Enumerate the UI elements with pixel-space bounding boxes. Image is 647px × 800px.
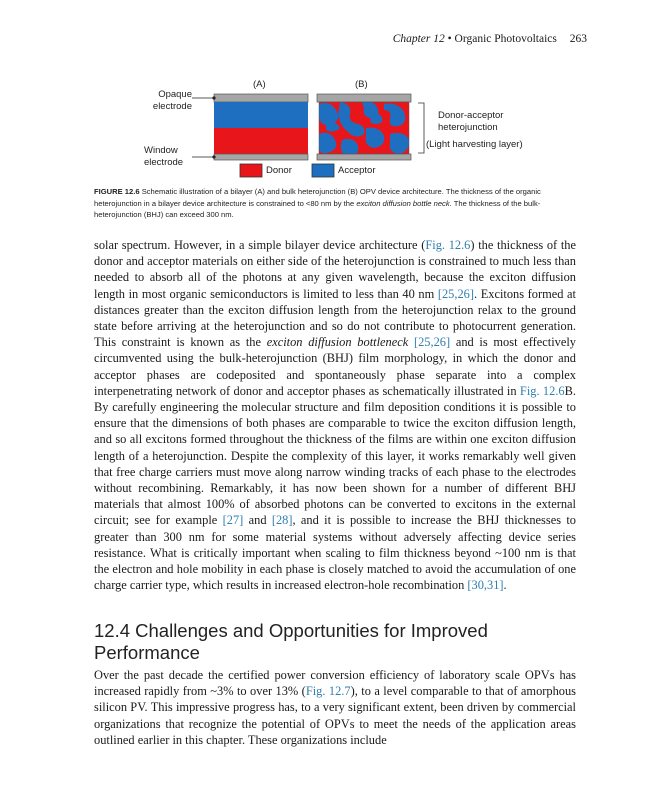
- chapter-label: Chapter 12: [392, 33, 445, 45]
- legend-donor-label: Donor: [266, 165, 292, 176]
- para1-text: and is most effectively circumvented using the bulk-heterojunction (BHJ) film morphology, in which the donor and acceptor phases are codeposited and spontaneously phase separate into a complex interpenetrating network of donor and acceptor phases as schematically illustrated in: [94, 335, 576, 398]
- page-number: 263: [569, 33, 587, 45]
- opaque-electrode-line-1: Opaque: [158, 89, 192, 100]
- para1-text: and: [243, 513, 272, 528]
- panel-a-label: (A): [253, 79, 266, 90]
- ref-25-26-link[interactable]: [25,26]: [437, 286, 474, 301]
- header-bullet: •: [447, 33, 452, 45]
- para2-text: Over the past decade the certified power conversion efficiency of laboratory scale OPVs has increased rapidly from ~3% to over 13% (: [94, 668, 576, 699]
- caption-text-1: Schematic illustration of a bilayer (A) and bulk heterojunction (B) OPV device architecture. The thickness of the organic heterojunction in a bilayer device architecture is constrained to <80 nm by the: [94, 187, 541, 208]
- donor-acceptor-label: [438, 110, 503, 134]
- ref-25-26-link-2[interactable]: [25,26]: [413, 335, 451, 350]
- legend-donor-swatch: [240, 164, 262, 177]
- legend-acceptor-label: Acceptor: [338, 165, 376, 176]
- fig-12-7-link[interactable]: Fig. 12.7: [305, 684, 351, 699]
- bhj-window-electrode: [317, 154, 411, 160]
- legend-acceptor-swatch: [312, 164, 334, 177]
- bilayer-window-electrode: [214, 154, 308, 160]
- para1-text: solar spectrum. However, in a simple bilayer device architecture (: [94, 238, 426, 252]
- body-paragraph-2: [94, 667, 576, 748]
- light-harvesting-label: (Light harvesting layer): [426, 139, 523, 150]
- chapter-title: Organic Photovoltaics: [454, 33, 557, 45]
- bilayer-donor-layer: [214, 128, 308, 154]
- window-electrode-line-2: electrode: [144, 157, 184, 168]
- body-paragraph-1: [94, 237, 576, 593]
- bilayer-acceptor-layer: [214, 102, 308, 128]
- fig-12-6-link[interactable]: Fig. 12.6: [425, 238, 471, 252]
- window-electrode-label: [144, 145, 183, 169]
- figure-caption: [94, 186, 574, 221]
- para1-text: B. By carefully engineering the molecular structure and film deposition conditions it is possible to ensure that the dimensions of both phases are comparable to twice the exciton diffusion length, and so all excitons formed throughout the thickness of the films are within one exciton diffusion length of a heterojunction. Despite the complexity of this layer, it works remarkably well given that free charge carriers must move along narrow winding tracks of each phase to the electrodes without recombining. Remarkably, it has now been shown for a number of different BHJ materials that almost 100% of absorbed photons can be converted to excitons in the external circuit; see for example: [94, 383, 576, 528]
- donor-acceptor-line-1: Donor-acceptor: [438, 110, 504, 121]
- para1-text: , and it is possible to increase the BHJ thicknesses to greater than 300 nm for some material systems without adversely affecting device series resistance. What is critically important when scaling to film thickness beyond ~100 nm is that the electron and hole mobility in each phase is closely matched to avoid the accumulation of one charge carrier type, which results in increased electron-hole recombination: [94, 513, 576, 593]
- caption-text-2: . The thickness of the bulk-heterojunction (BHJ) can exceed 300 nm.: [94, 198, 541, 219]
- bhj-blend-layer: [319, 102, 409, 156]
- para1-text: .: [503, 578, 507, 593]
- bhj-opaque-electrode: [317, 94, 411, 102]
- ref-28-link[interactable]: [28]: [271, 513, 293, 528]
- figure-diagram: [0, 0, 647, 185]
- panel-b-label: (B): [355, 79, 368, 90]
- caption-italic: exciton diffusion bottle neck: [356, 198, 450, 208]
- figure-12-6: [0, 0, 647, 185]
- para2-text: ), to a level comparable to that of amorphous silicon PV. This impressive progress has, to a very significant extent, been driven by commercial organizations that recognize the potential of OPVs to meet the needs of the application areas outlined earlier in this chapter. These organizations include: [94, 684, 576, 747]
- section-heading: 12.4 Challenges and Opportunities for Improved Performance: [94, 620, 488, 663]
- ref-27-link[interactable]: [27]: [222, 513, 244, 528]
- fig-12-6b-link[interactable]: Fig. 12.6: [519, 383, 565, 398]
- para1-text: . Excitons formed at distances greater than the exciton diffusion length from the heterojunction relax to the ground state before arriving at the heterojunction and so do not contribute to photocurrent generation. This constraint is known as the: [94, 286, 576, 350]
- donor-acceptor-line-2: heterojunction: [438, 122, 498, 133]
- para1-text: ) the thickness of the donor and acceptor materials on either side of the heterojunction is constrained to much less than needed to absorb all of the photons at any given wavelength, because the exciton diffusion length in most organic semiconductors is limited to less than 40 nm: [94, 238, 577, 301]
- opaque-electrode-line-2: electrode: [152, 101, 192, 112]
- ref-30-31-link[interactable]: [30,31]: [467, 578, 504, 593]
- para1-italic: exciton diffusion bottleneck: [266, 335, 409, 350]
- opaque-electrode-label: [152, 89, 192, 113]
- heterojunction-bracket: [418, 103, 424, 153]
- caption-label: FIGURE 12.6: [94, 187, 140, 196]
- bilayer-opaque-electrode: [214, 94, 308, 102]
- window-electrode-line-1: Window: [144, 145, 178, 156]
